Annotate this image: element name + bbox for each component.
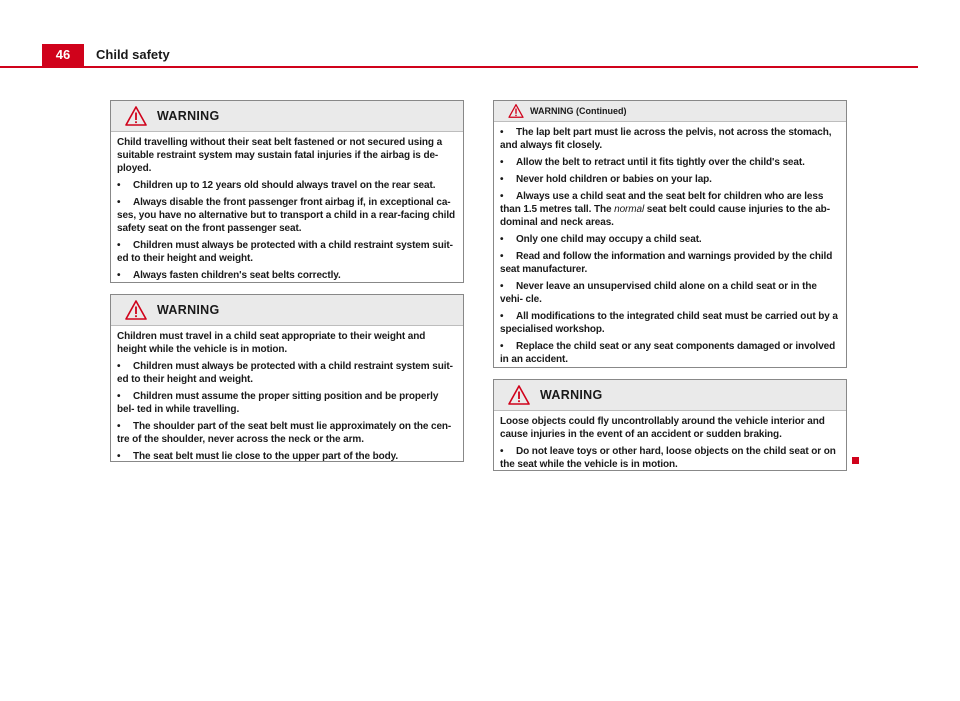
bullet: • bbox=[500, 191, 504, 202]
bullet: • bbox=[117, 451, 121, 462]
list-item: • Do not leave toys or other hard, loose objects on the child seat or on the seat while the vehicle is in motion. bbox=[500, 446, 836, 470]
end-of-section-mark bbox=[852, 457, 859, 464]
warning-title: WARNING (Continued) bbox=[530, 106, 627, 116]
warning-header bbox=[111, 295, 463, 326]
bullet: • bbox=[500, 251, 504, 262]
warning-box-loose-objects bbox=[493, 379, 847, 471]
page-number: 46 bbox=[42, 44, 84, 66]
bullet: • bbox=[500, 281, 504, 292]
bullet: • bbox=[500, 311, 504, 322]
list-item: • Never leave an unsupervised child alone on a child seat or in the vehi- cle. bbox=[500, 281, 817, 305]
list-item: • Children must always be protected with a child restraint system suit- ed to their height and weight. bbox=[117, 361, 453, 385]
warning-body bbox=[111, 326, 463, 473]
list-item: • The lap belt part must lie across the pelvis, not across the stomach, and always fit closely. bbox=[500, 127, 832, 151]
bullet: • bbox=[500, 157, 504, 168]
warning-box-seat-belt bbox=[110, 100, 464, 283]
warning-triangle-icon bbox=[508, 104, 524, 118]
warning-body bbox=[494, 411, 846, 481]
list-item: • Read and follow the information and warnings provided by the child seat manufacturer. bbox=[500, 251, 833, 275]
bullet: • bbox=[117, 361, 121, 372]
bullet: • bbox=[117, 270, 121, 281]
list-item: • Never hold children or babies on your lap. bbox=[500, 174, 712, 185]
list-item: • Always use a child seat and the seat belt for children who are less than 1.5 metres tall. The normal seat belt could cause injuries to the ab- dominal and neck areas. bbox=[500, 191, 830, 228]
list-item: • Children must assume the proper sitting position and be properly bel- ted in while travelling. bbox=[117, 391, 439, 415]
page-header bbox=[0, 44, 918, 68]
bullet: • bbox=[500, 174, 504, 185]
list-item: • Allow the belt to retract until it fits tightly over the child's seat. bbox=[500, 157, 805, 168]
list-item: • Children must always be protected with a child restraint system suit- ed to their height and weight. bbox=[117, 240, 453, 264]
bullet: • bbox=[117, 197, 121, 208]
list-item: • Always disable the front passenger front airbag if, in exceptional ca- ses, you have no alternative but to transport a child in a rear-facing child safety seat on the front passenger seat. bbox=[117, 197, 456, 234]
bullet: • bbox=[500, 234, 504, 245]
bullet: • bbox=[500, 446, 504, 457]
list-item: • The seat belt must lie close to the upper part of the body. bbox=[117, 451, 399, 462]
warning-box-continued bbox=[493, 100, 847, 368]
warning-intro: Loose objects could fly uncontrollably around the vehicle interior and cause injuries in the event of an accident or sudden braking. bbox=[500, 416, 825, 440]
warning-title: WARNING bbox=[540, 388, 603, 402]
list-item: • Children up to 12 years old should always travel on the rear seat. bbox=[117, 180, 436, 191]
list-item: • Only one child may occupy a child seat. bbox=[500, 234, 702, 245]
bullet: • bbox=[117, 391, 121, 402]
warning-triangle-icon bbox=[125, 300, 147, 320]
list-item: • All modifications to the integrated child seat must be carried out by a specialised workshop. bbox=[500, 311, 838, 335]
warning-body bbox=[494, 122, 846, 376]
warning-intro: Child travelling without their seat belt fastened or not secured using a suitable restraint system may sustain fatal injuries if the airbag is de- ployed. bbox=[117, 137, 443, 174]
warning-header bbox=[494, 380, 846, 411]
warning-title: WARNING bbox=[157, 303, 220, 317]
warning-header bbox=[494, 101, 846, 122]
list-item: • Always fasten children's seat belts correctly. bbox=[117, 270, 341, 281]
warning-body bbox=[111, 132, 463, 292]
bullet: • bbox=[500, 127, 504, 138]
list-item: • Replace the child seat or any seat components damaged or involved in an accident. bbox=[500, 341, 836, 365]
chapter-title: Child safety bbox=[96, 47, 170, 62]
warning-intro: Children must travel in a child seat appropriate to their weight and height while the vehicle is in motion. bbox=[117, 331, 426, 355]
emphasis-normal: normal bbox=[614, 204, 645, 215]
bullet: • bbox=[500, 341, 504, 352]
bullet: • bbox=[117, 180, 121, 191]
list-item: • The shoulder part of the seat belt must lie approximately on the cen- tre of the shoulder, never across the neck or the arm. bbox=[117, 421, 452, 445]
warning-header bbox=[111, 101, 463, 132]
warning-triangle-icon bbox=[508, 385, 530, 405]
bullet: • bbox=[117, 240, 121, 251]
warning-title: WARNING bbox=[157, 109, 220, 123]
bullet: • bbox=[117, 421, 121, 432]
warning-triangle-icon bbox=[125, 106, 147, 126]
warning-box-child-seat bbox=[110, 294, 464, 462]
